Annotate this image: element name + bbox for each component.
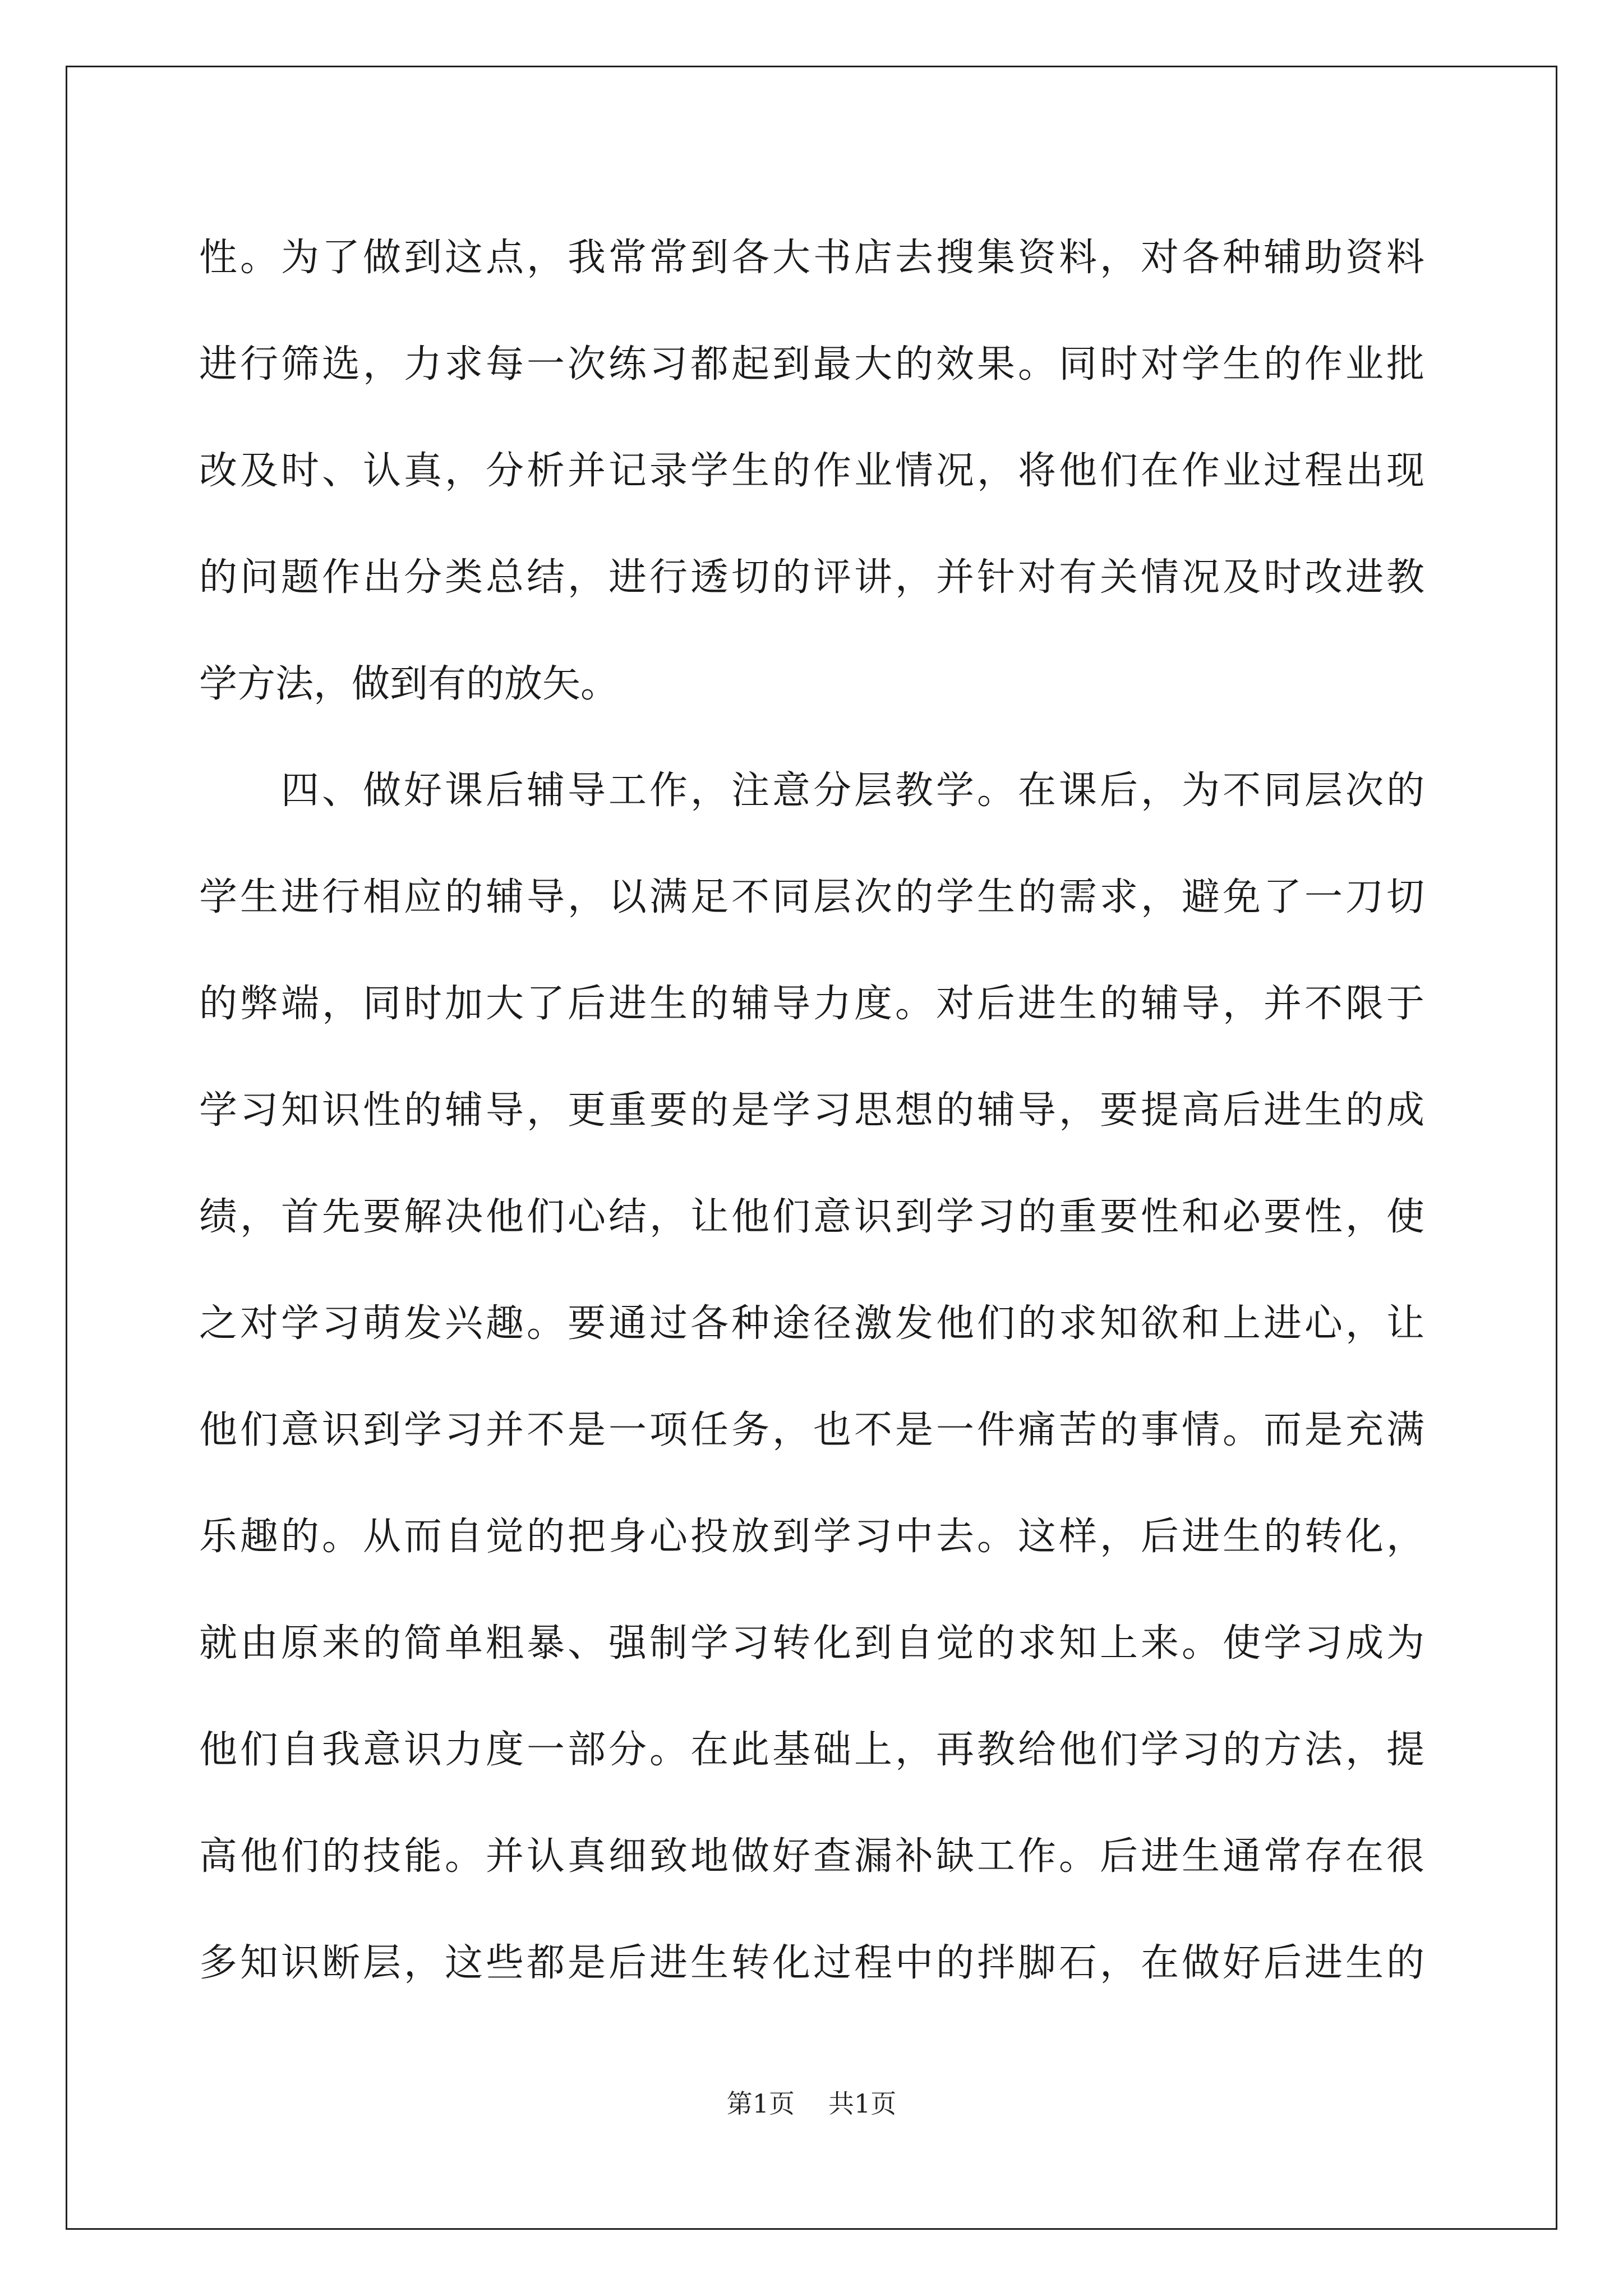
page-number: 第1页 <box>726 2088 795 2119</box>
text-line: 他们意识到学习并不是一项任务，也不是一件痛苦的事情。而是充满 <box>199 1408 1424 1452</box>
text-line: 学生进行相应的辅导，以满足不同层次的学生的需求，避免了一刀切 <box>199 875 1424 919</box>
text-line: 多知识断层，这些都是后进生转化过程中的拌脚石，在做好后进生的 <box>199 1941 1424 1985</box>
text-line: 性。为了做到这点，我常常到各大书店去搜集资料，对各种辅助资料 <box>199 236 1424 280</box>
document-body <box>199 222 1424 1985</box>
text-line: 四、做好课后辅导工作，注意分层教学。在课后，为不同层次的 <box>199 769 1424 813</box>
text-line: 的问题作出分类总结，进行透切的评讲，并针对有关情况及时改进教 <box>199 555 1424 600</box>
text-line: 之对学习萌发兴趣。要通过各种途径激发他们的求知欲和上进心，让 <box>199 1301 1424 1346</box>
text-line: 的弊端，同时加大了后进生的辅导力度。对后进生的辅导，并不限于 <box>199 982 1424 1026</box>
text-line: 乐趣的。从而自觉的把身心投放到学习中去。这样，后进生的转化， <box>199 1515 1424 1559</box>
page-footer <box>0 2087 1623 2120</box>
text-line: 学习知识性的辅导，更重要的是学习思想的辅导，要提高后进生的成 <box>199 1088 1424 1133</box>
text-line: 就由原来的简单粗暴、强制学习转化到自觉的求知上来。使学习成为 <box>199 1621 1424 1665</box>
text-line: 他们自我意识力度一部分。在此基础上，再教给他们学习的方法，提 <box>199 1728 1424 1772</box>
text-line: 高他们的技能。并认真细致地做好查漏补缺工作。后进生通常存在很 <box>199 1834 1424 1879</box>
text-line: 学方法，做到有的放矢。 <box>199 662 619 706</box>
text-line: 绩，首先要解决他们心结，让他们意识到学习的重要性和必要性，使 <box>199 1195 1424 1239</box>
page-total: 共1页 <box>828 2088 897 2119</box>
text-line: 改及时、认真，分析并记录学生的作业情况，将他们在作业过程出现 <box>199 449 1424 493</box>
text-line: 进行筛选，力求每一次练习都起到最大的效果。同时对学生的作业批 <box>199 342 1424 386</box>
